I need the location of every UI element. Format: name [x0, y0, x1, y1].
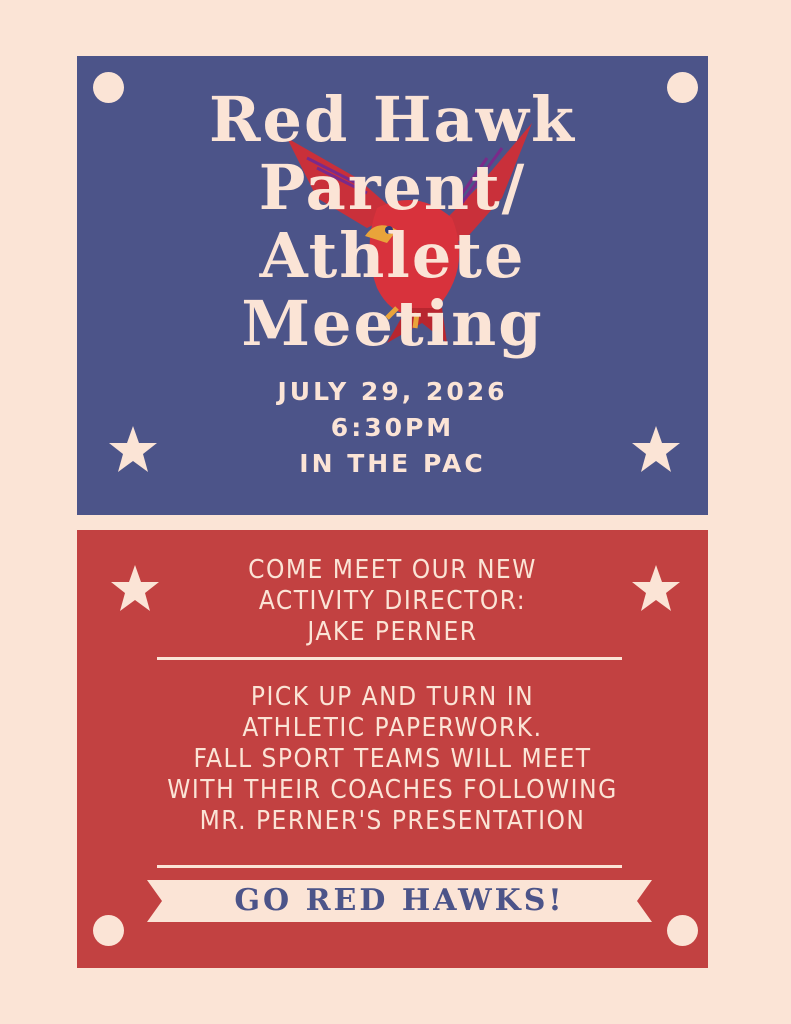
- star-icon: [630, 424, 682, 476]
- info-panel: [77, 530, 708, 968]
- details-line: FALL SPORT TEAMS WILL MEET: [193, 744, 592, 774]
- event-details: [77, 374, 708, 482]
- divider: [157, 865, 622, 868]
- event-panel: [77, 56, 708, 515]
- title-line: Parent/: [258, 151, 527, 224]
- details-line: ATHLETIC PAPERWORK.: [242, 713, 543, 743]
- intro-line: JAKE PERNER: [307, 617, 478, 647]
- director-intro: [77, 555, 708, 648]
- event-title: [77, 83, 708, 360]
- star-icon: [107, 424, 159, 476]
- event-date: JULY 29, 2026: [277, 377, 508, 406]
- details-line: MR. PERNER'S PRESENTATION: [199, 806, 586, 836]
- event-time: 6:30PM: [330, 413, 455, 442]
- corner-dot: [93, 915, 124, 946]
- corner-dot: [667, 915, 698, 946]
- event-location: IN THE PAC: [299, 449, 486, 478]
- title-line: Athlete: [259, 219, 526, 292]
- intro-line: ACTIVITY DIRECTOR:: [258, 586, 527, 616]
- divider: [157, 657, 622, 660]
- title-line: Meeting: [241, 287, 544, 360]
- details-line: PICK UP AND TURN IN: [250, 682, 535, 712]
- banner-text: GO RED HAWKS!: [234, 883, 565, 918]
- intro-line: COME MEET OUR NEW: [248, 555, 537, 585]
- meeting-details: [77, 682, 708, 837]
- title-line: Red Hawk: [209, 83, 576, 156]
- details-line: WITH THEIR COACHES FOLLOWING: [167, 775, 618, 805]
